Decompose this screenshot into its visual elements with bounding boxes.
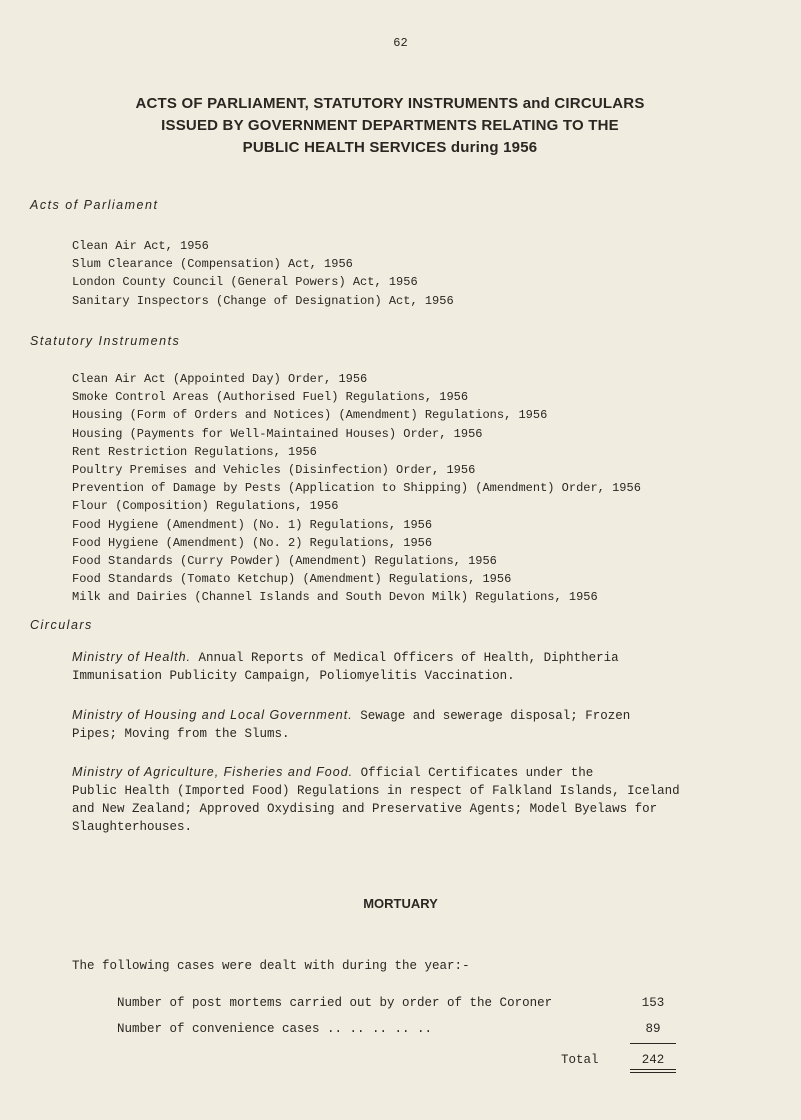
list-item: Food Standards (Curry Powder) (Amendment) Regulations, 1956	[72, 554, 497, 569]
list-item: Milk and Dairies (Channel Islands and South Devon Milk) Regulations, 1956	[72, 590, 598, 605]
title-line-1: ACTS OF PARLIAMENT, STATUTORY INSTRUMENTS and CIRCULARS	[135, 95, 645, 112]
mortuary-intro: The following cases were dealt with during the year:-	[72, 959, 470, 973]
total-double-rule-top	[630, 1069, 676, 1070]
circular-text: Sewage and sewerage disposal; Frozen	[360, 709, 631, 723]
list-item: Smoke Control Areas (Authorised Fuel) Regulations, 1956	[72, 390, 469, 405]
instruments-heading: Statutory Instruments	[30, 334, 181, 348]
circular-agriculture	[72, 763, 762, 836]
circular-lead: Ministry of Agriculture, Fisheries and Food.	[72, 765, 354, 779]
list-item: Prevention of Damage by Pests (Application to Shipping) (Amendment) Order, 1956	[72, 481, 641, 496]
list-item: Food Standards (Tomato Ketchup) (Amendment) Regulations, 1956	[72, 572, 512, 587]
list-item: Clean Air Act, 1956	[72, 239, 209, 253]
page-title	[60, 93, 720, 159]
list-item: Flour (Composition) Regulations, 1956	[72, 499, 339, 514]
mortuary-row-label: Number of post mortems carried out by order of the Coroner	[117, 996, 553, 1010]
list-item: Housing (Payments for Well-Maintained Houses) Order, 1956	[72, 426, 483, 441]
title-line-2: ISSUED BY GOVERNMENT DEPARTMENTS RELATING TO THE	[161, 117, 619, 134]
mortuary-row-label: Number of convenience cases .. .. .. .. ..	[117, 1022, 433, 1036]
list-item: Housing (Form of Orders and Notices) (Amendment) Regulations, 1956	[72, 408, 548, 423]
list-item: Rent Restriction Regulations, 1956	[72, 444, 317, 459]
circulars-heading: Circulars	[30, 618, 93, 632]
total-label: Total	[561, 1053, 599, 1067]
total-double-rule-bottom	[630, 1072, 676, 1073]
list-item: Slum Clearance (Compensation) Act, 1956	[72, 257, 353, 272]
list-item: Food Hygiene (Amendment) (No. 2) Regulations, 1956	[72, 535, 433, 550]
page-number: 62	[393, 36, 408, 50]
circular-lead: Ministry of Health.	[72, 650, 192, 664]
mortuary-row-value: 89	[645, 1022, 661, 1036]
circular-text: Immunisation Publicity Campaign, Poliomyelitis Vaccination.	[72, 669, 515, 683]
list-item: London County Council (General Powers) Act, 1956	[72, 275, 418, 290]
list-item: Food Hygiene (Amendment) (No. 1) Regulations, 1956	[72, 517, 433, 532]
circular-text: Annual Reports of Medical Officers of Health, Diphtheria	[198, 651, 619, 665]
circular-text: and New Zealand; Approved Oxydising and Preservative Agents; Model Byelaws for	[72, 802, 658, 816]
sum-rule	[630, 1043, 676, 1044]
instruments-list	[72, 370, 641, 607]
acts-heading: Acts of Parliament	[30, 198, 159, 212]
circular-health	[72, 648, 762, 685]
acts-list	[72, 237, 454, 310]
circular-text: Slaughterhouses.	[72, 820, 193, 834]
circular-lead: Ministry of Housing and Local Government.	[72, 708, 353, 722]
mortuary-heading: MORTUARY	[363, 896, 438, 911]
list-item: Clean Air Act (Appointed Day) Order, 1956	[72, 372, 368, 386]
total-value: 242	[641, 1053, 665, 1067]
title-line-3: PUBLIC HEALTH SERVICES during 1956	[242, 139, 538, 156]
circular-text: Pipes; Moving from the Slums.	[72, 727, 290, 741]
mortuary-row-value: 153	[641, 996, 665, 1010]
list-item: Poultry Premises and Vehicles (Disinfection) Order, 1956	[72, 463, 476, 478]
circular-housing	[72, 706, 762, 743]
list-item: Sanitary Inspectors (Change of Designation) Act, 1956	[72, 293, 454, 308]
circular-text: Public Health (Imported Food) Regulations in respect of Falkland Islands, Iceland	[72, 784, 680, 798]
circular-text: Official Certificates under the	[360, 766, 594, 780]
